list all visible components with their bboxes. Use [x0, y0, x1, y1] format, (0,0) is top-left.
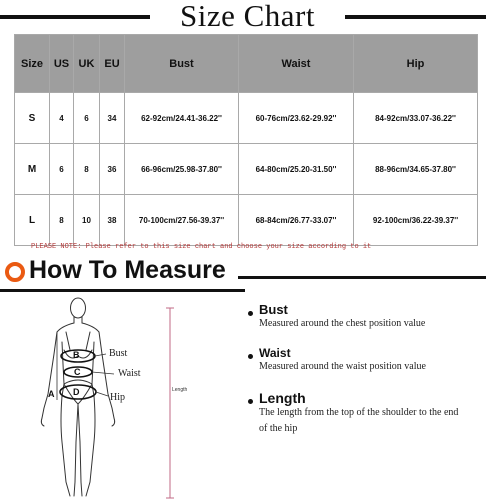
- size-chart-header: [0, 0, 486, 34]
- label-letter-c: C: [74, 367, 81, 377]
- table-cell: S: [15, 93, 50, 144]
- figure-legs: [61, 396, 95, 496]
- column-header: Bust: [125, 35, 239, 93]
- table-cell: M: [15, 144, 50, 195]
- table-cell: 34: [100, 93, 125, 144]
- column-header: Hip: [354, 35, 478, 93]
- table-header-row: [15, 35, 478, 93]
- figure-label-hip: Hip: [110, 392, 125, 403]
- table-cell: 88-96cm/34.65-37.80'': [354, 144, 478, 195]
- circle-icon: [5, 262, 25, 282]
- measure-desc-bust: Measured around the chest position value: [259, 318, 426, 329]
- table-cell: 60-76cm/23.62-29.92'': [239, 93, 354, 144]
- table-cell: 36: [100, 144, 125, 195]
- table-cell: 6: [74, 93, 100, 144]
- measure-title-bust: Bust: [259, 302, 288, 317]
- section-rule: [238, 276, 486, 279]
- column-header: UK: [74, 35, 100, 93]
- table-cell: L: [15, 195, 50, 246]
- table-row: [15, 144, 478, 195]
- bullet-icon: [248, 399, 253, 404]
- hip-pointer: [96, 392, 108, 396]
- how-to-measure-header: [0, 256, 486, 290]
- label-letter-b: B: [73, 350, 80, 360]
- table-cell: 84-92cm/33.07-36.22'': [354, 93, 478, 144]
- table-cell: 64-80cm/25.20-31.50'': [239, 144, 354, 195]
- table-cell: 62-92cm/24.41-36.22'': [125, 93, 239, 144]
- size-note: PLEASE NOTE: Please refer to this size chart and choose your size according to it: [31, 243, 372, 251]
- column-header: Waist: [239, 35, 354, 93]
- measure-desc-waist: Measured around the waist position value: [259, 361, 426, 372]
- table-row: [15, 195, 478, 246]
- table-cell: 8: [50, 195, 74, 246]
- table-row: [15, 93, 478, 144]
- table-cell: 66-96cm/25.98-37.80'': [125, 144, 239, 195]
- table-cell: 68-84cm/26.77-33.07'': [239, 195, 354, 246]
- section-title: How To Measure: [29, 256, 226, 284]
- table-cell: 8: [74, 144, 100, 195]
- figure-label-bust: Bust: [109, 348, 128, 359]
- page-title: Size Chart: [180, 0, 315, 33]
- figure-label-waist: Waist: [118, 368, 141, 379]
- label-letter-d: D: [73, 387, 80, 397]
- waist-pointer: [92, 372, 114, 374]
- measure-desc-length: The length from the top of the shoulder to the end of the hip: [259, 407, 459, 434]
- bullet-icon: [248, 354, 253, 359]
- size-table: [14, 34, 478, 246]
- table-cell: 38: [100, 195, 125, 246]
- table-cell: 92-100cm/36.22-39.37'': [354, 195, 478, 246]
- measure-title-waist: Waist: [259, 346, 291, 360]
- figure-hands: [41, 418, 114, 426]
- column-header: US: [50, 35, 74, 93]
- measure-title-length: Length: [259, 390, 306, 406]
- bullet-icon: [248, 311, 253, 316]
- column-header: EU: [100, 35, 125, 93]
- figure-label-length: Length: [172, 387, 188, 393]
- column-header: Size: [15, 35, 50, 93]
- title-rule-left: [0, 15, 150, 19]
- table-cell: 4: [50, 93, 74, 144]
- table-cell: 6: [50, 144, 74, 195]
- title-rule-right: [345, 15, 486, 19]
- figure-head: [71, 298, 86, 318]
- bust-pointer: [95, 354, 106, 356]
- table-cell: 70-100cm/27.56-39.37'': [125, 195, 239, 246]
- table-cell: 10: [74, 195, 100, 246]
- label-letter-a: A: [48, 389, 55, 399]
